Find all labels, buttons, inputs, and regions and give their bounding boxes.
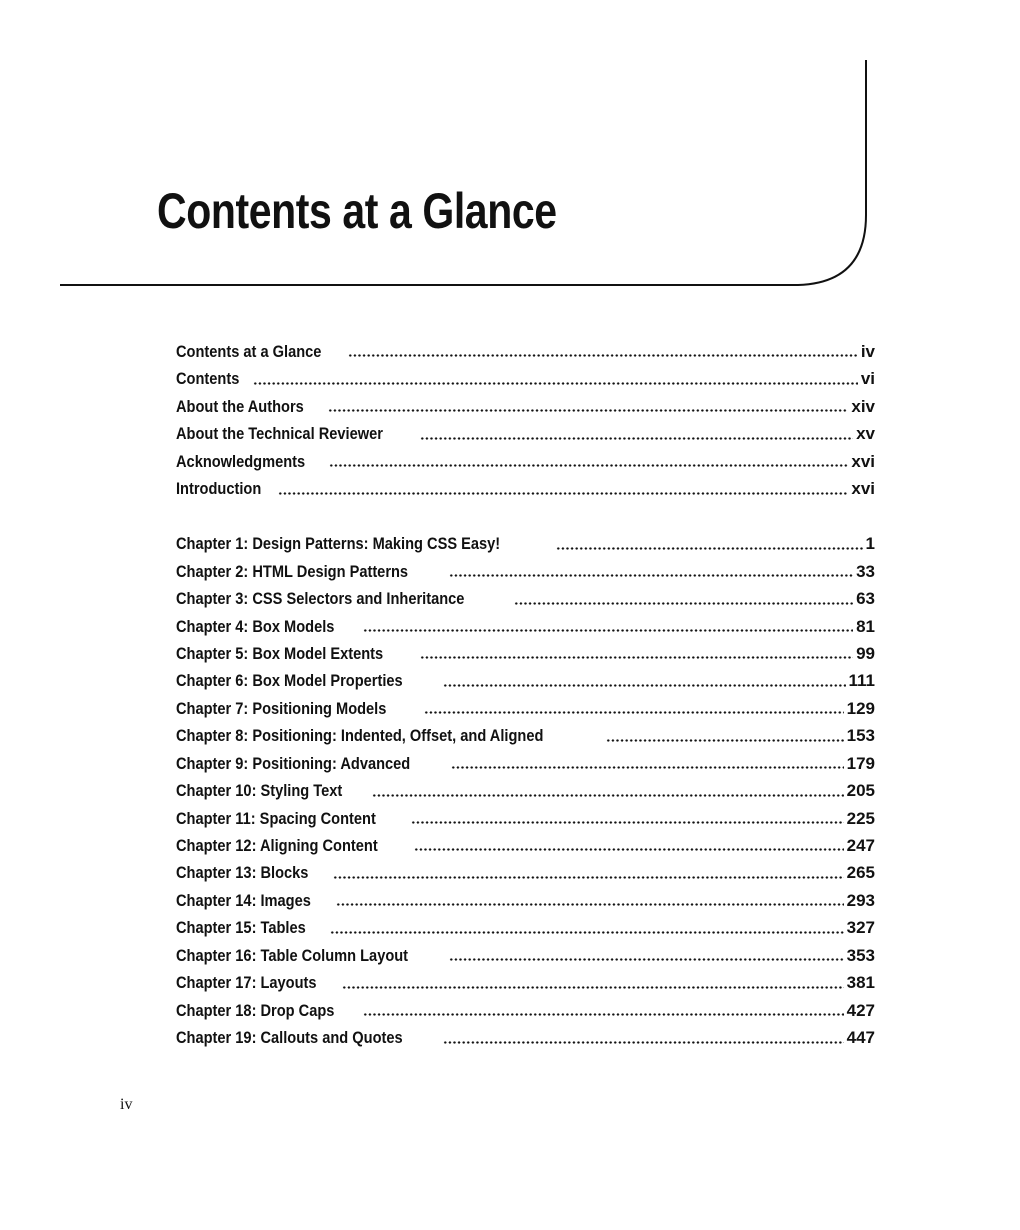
- toc-entry-page: xv: [856, 424, 875, 444]
- page-title: Contents at a Glance: [157, 183, 557, 239]
- toc-entry-page: 63: [856, 589, 875, 609]
- leader-dots: [449, 958, 844, 961]
- leader-dots: [363, 1013, 843, 1016]
- leader-dots: [363, 629, 853, 632]
- toc-entry-label: Chapter 4: Box Models: [176, 616, 335, 636]
- toc-entry-label: Contents at a Glance: [176, 342, 322, 361]
- toc-entry[interactable]: [176, 750, 875, 777]
- toc-entry-label: Chapter 6: Box Model Properties: [176, 671, 403, 691]
- leader-dots: [328, 409, 849, 412]
- leader-dots: [514, 602, 853, 605]
- toc-entry-page: 293: [846, 890, 875, 910]
- front-matter-list: [176, 338, 875, 503]
- toc-entry[interactable]: [176, 859, 875, 886]
- toc-entry-label: Chapter 17: Layouts: [176, 973, 317, 993]
- toc-entry-label: About the Authors: [176, 396, 304, 416]
- leader-dots: [451, 766, 843, 769]
- toc-entry-page: 179: [846, 753, 875, 773]
- toc-entry[interactable]: [176, 805, 875, 832]
- toc-entry[interactable]: [176, 558, 875, 585]
- toc-entry-page: 111: [848, 671, 875, 691]
- toc-entry-label: Chapter 16: Table Column Layout: [176, 945, 409, 965]
- toc-entry-page: 129: [846, 698, 875, 718]
- leader-dots: [372, 794, 843, 797]
- toc-entry[interactable]: [176, 667, 875, 694]
- toc-entry[interactable]: [176, 420, 875, 447]
- toc-entry-label: Chapter 2: HTML Design Patterns: [176, 561, 409, 581]
- leader-dots: [253, 382, 858, 385]
- toc-entry[interactable]: [176, 832, 875, 859]
- toc-entry[interactable]: [176, 695, 875, 722]
- toc-entry-page: xiv: [851, 396, 875, 416]
- leader-dots: [606, 739, 843, 742]
- toc-entry-page: vi: [860, 369, 875, 389]
- toc-entry-page: 353: [846, 945, 875, 965]
- leader-dots: [449, 574, 853, 577]
- toc-entry[interactable]: [176, 777, 875, 804]
- toc-entry-label: Chapter 13: Blocks: [176, 863, 309, 883]
- toc-entry-page: 205: [846, 781, 875, 801]
- toc-entry-label: Chapter 18: Drop Caps: [176, 1000, 335, 1020]
- toc-entry-page: iv: [860, 342, 875, 361]
- leader-dots: [443, 684, 846, 687]
- leader-dots: [420, 437, 854, 440]
- leader-dots: [556, 547, 863, 550]
- toc-entry[interactable]: [176, 942, 875, 969]
- leader-dots: [420, 656, 853, 659]
- leader-dots: [424, 711, 844, 714]
- toc-entry-label: Chapter 19: Callouts and Quotes: [176, 1028, 403, 1048]
- toc-entry-page: 33: [856, 561, 875, 581]
- leader-dots: [342, 986, 843, 989]
- toc-entry[interactable]: [176, 1024, 875, 1051]
- toc-entry-label: Chapter 1: Design Patterns: Making CSS Easy!: [176, 534, 501, 554]
- toc-entry-page: xvi: [851, 451, 875, 471]
- chapter-list: [176, 530, 875, 1051]
- leader-dots: [348, 354, 858, 357]
- toc-entry[interactable]: [176, 530, 875, 557]
- leader-dots: [411, 821, 843, 824]
- toc-entry[interactable]: [176, 887, 875, 914]
- toc-entry-label: Chapter 7: Positioning Models: [176, 698, 387, 718]
- toc-entry-page: 327: [846, 918, 875, 938]
- leader-dots: [414, 848, 844, 851]
- toc-entry[interactable]: [176, 613, 875, 640]
- leader-dots: [336, 903, 844, 906]
- toc-entry-page: 427: [846, 1000, 875, 1020]
- toc-entry[interactable]: [176, 585, 875, 612]
- toc-entry-label: Acknowledgments: [176, 451, 306, 471]
- toc-entry-page: 1: [865, 534, 875, 554]
- leader-dots: [329, 464, 848, 467]
- toc-entry[interactable]: [176, 914, 875, 941]
- table-of-contents: [176, 338, 875, 1052]
- leader-dots: [330, 931, 844, 934]
- toc-entry-page: 225: [846, 808, 875, 828]
- toc-entry-label: Introduction: [176, 479, 262, 499]
- toc-entry[interactable]: [176, 997, 875, 1024]
- toc-entry-page: 99: [856, 643, 875, 663]
- chapter-title-frame: [0, 0, 1020, 300]
- toc-entry[interactable]: [176, 338, 875, 365]
- toc-entry-page: 153: [846, 726, 875, 746]
- toc-entry-label: Chapter 10: Styling Text: [176, 781, 343, 801]
- toc-entry-label: Contents: [176, 369, 240, 389]
- toc-entry[interactable]: [176, 393, 875, 420]
- toc-entry-label: Chapter 15: Tables: [176, 918, 306, 938]
- leader-dots: [333, 876, 844, 879]
- leader-dots: [443, 1041, 844, 1044]
- toc-entry[interactable]: [176, 448, 875, 475]
- toc-entry-label: Chapter 8: Positioning: Indented, Offset, and Aligned: [176, 726, 544, 746]
- toc-entry[interactable]: [176, 722, 875, 749]
- toc-entry[interactable]: [176, 365, 875, 392]
- toc-entry-page: 247: [846, 836, 875, 856]
- toc-entry-label: Chapter 3: CSS Selectors and Inheritance: [176, 589, 465, 609]
- toc-entry-page: xvi: [851, 479, 875, 499]
- toc-entry-page: 81: [856, 616, 875, 636]
- leader-dots: [278, 492, 848, 495]
- toc-entry[interactable]: [176, 640, 875, 667]
- page-number: iv: [120, 1096, 133, 1113]
- toc-entry-label: Chapter 14: Images: [176, 890, 311, 910]
- toc-entry-label: Chapter 11: Spacing Content: [176, 808, 376, 828]
- toc-entry-label: Chapter 12: Aligning Content: [176, 836, 378, 856]
- toc-entry-label: Chapter 9: Positioning: Advanced: [176, 753, 411, 773]
- toc-entry-page: 265: [846, 863, 875, 883]
- toc-entry[interactable]: [176, 475, 875, 502]
- toc-entry-page: 447: [846, 1028, 875, 1048]
- toc-entry-label: About the Technical Reviewer: [176, 424, 383, 444]
- toc-entry-label: Chapter 5: Box Model Extents: [176, 643, 384, 663]
- toc-entry[interactable]: [176, 969, 875, 996]
- toc-entry-page: 381: [846, 973, 875, 993]
